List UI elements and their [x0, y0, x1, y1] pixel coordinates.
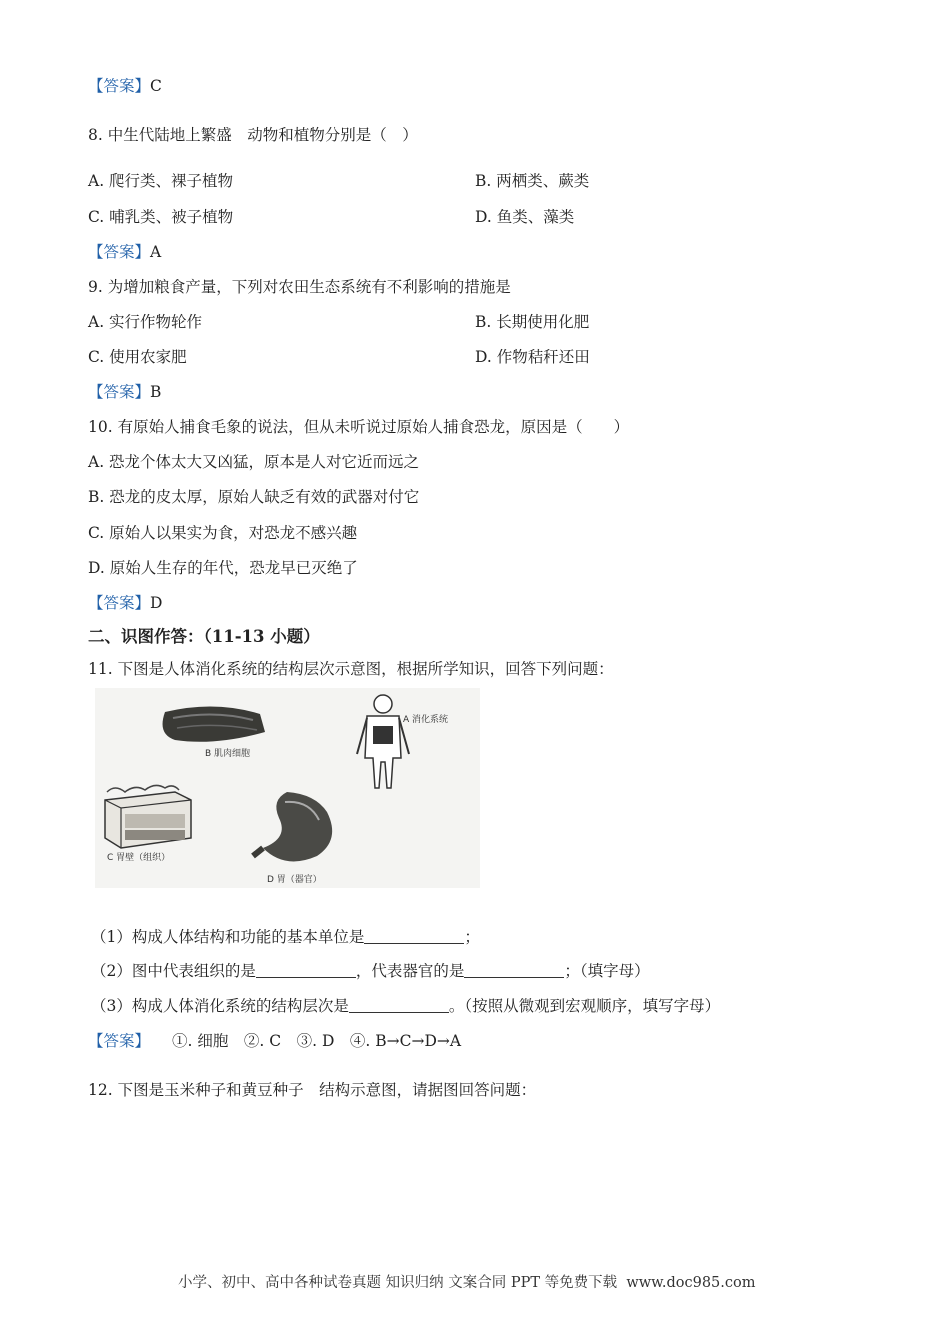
- answer-blank: [464, 963, 564, 978]
- q11-sub3: [91, 996, 720, 1016]
- figure-label-b: B 肌肉细胞: [205, 749, 251, 759]
- q11-sub2-suffix: ；（填字母）: [564, 962, 650, 980]
- q9-option-b: B. 长期使用化肥: [475, 313, 590, 331]
- question-10-stem: 10. 有原始人捕食毛象的说法，但从未听说过原始人捕食恐龙，原因是（ ）: [88, 418, 630, 436]
- figure-label-d: D 胃（器官）: [267, 875, 322, 885]
- q11-sub2-prefix: （2）图中代表组织的是: [91, 962, 256, 980]
- figure-label-c: C 胃壁（组织）: [107, 853, 171, 863]
- figure-label-a: A 消化系统: [403, 715, 449, 725]
- answer-tag: 【答案】: [88, 1032, 151, 1050]
- q11-sub3-prefix: （3）构成人体消化系统的结构层次是: [91, 997, 349, 1015]
- section-title: 二、识图作答：（11-13 小题）: [88, 627, 320, 646]
- digestive-system-figure: [95, 688, 480, 888]
- muscle-cells-drawing: [163, 706, 265, 741]
- q10-option-b: B. 恐龙的皮太厚，原始人缺乏有效的武器对付它: [88, 488, 420, 506]
- q10-option-c: C. 原始人以果实为食，对恐龙不感兴趣: [88, 524, 358, 542]
- answer-line-q7: [88, 76, 162, 96]
- q9-option-d: D. 作物秸秆还田: [475, 348, 590, 366]
- answer-line-q11: [88, 1031, 461, 1051]
- q11-sub1-suffix: ；: [464, 928, 480, 946]
- question-9-stem: 9. 为增加粮食产量，下列对农田生态系统有不利影响的措施是: [88, 278, 511, 296]
- answer-value: D: [150, 594, 163, 612]
- q10-option-d: D. 原始人生存的年代，恐龙早已灭绝了: [88, 559, 358, 577]
- question-11-stem: 11. 下图是人体消化系统的结构层次示意图，根据所学知识，回答下列问题：: [88, 660, 614, 678]
- answer-blank: [256, 963, 356, 978]
- answer-line-q10: [88, 593, 162, 613]
- q11-sub1-prefix: （1）构成人体结构和功能的基本单位是: [91, 928, 365, 946]
- q11-sub3-suffix: 。（按照从微观到宏观顺序，填写字母）: [448, 997, 721, 1015]
- q11-sub1: [91, 927, 480, 947]
- human-body-drawing: [357, 695, 409, 788]
- q9-option-c: C. 使用农家肥: [88, 348, 187, 366]
- question-8-stem: 8. 中生代陆地上繁盛 动物和植物分别是（ ）: [88, 126, 418, 144]
- q8-option-b: B. 两栖类、蕨类: [475, 172, 590, 190]
- answer-value: B: [150, 383, 162, 401]
- stomach-wall-tissue-drawing: [105, 785, 191, 848]
- q8-option-c: C. 哺乳类、被子植物: [88, 208, 234, 226]
- answer-tag: 【答案】: [88, 77, 151, 95]
- answer-tag: 【答案】: [88, 383, 151, 401]
- q10-option-a: A. 恐龙个体太大又凶猛，原本是人对它近而远之: [88, 453, 420, 471]
- q11-sub2: [91, 961, 650, 981]
- q11-sub2-middle: ，代表器官的是: [355, 962, 465, 980]
- answer-line-q8: [88, 242, 161, 262]
- answer-value: ①. 细胞 ②. C ③. D ④. B→C→D→A: [172, 1032, 462, 1050]
- q8-option-a: A. 爬行类、裸子植物: [88, 172, 234, 190]
- answer-tag: 【答案】: [88, 594, 151, 612]
- answer-blank: [364, 929, 464, 944]
- q9-option-a: A. 实行作物轮作: [88, 313, 203, 331]
- answer-value: C: [150, 77, 162, 95]
- page-footer: 小学、初中、高中各种试卷真题 知识归纳 文案合同 PPT 等免费下载 www.doc985.com: [178, 1275, 756, 1291]
- answer-tag: 【答案】: [88, 243, 151, 261]
- answer-blank: [349, 998, 449, 1013]
- stomach-organ-drawing: [253, 792, 332, 861]
- q8-option-d: D. 鱼类、藻类: [475, 208, 575, 226]
- question-12-stem: 12. 下图是玉米种子和黄豆种子 结构示意图，请据图回答问题：: [88, 1081, 537, 1099]
- answer-value: A: [150, 243, 162, 261]
- answer-line-q9: [88, 382, 161, 402]
